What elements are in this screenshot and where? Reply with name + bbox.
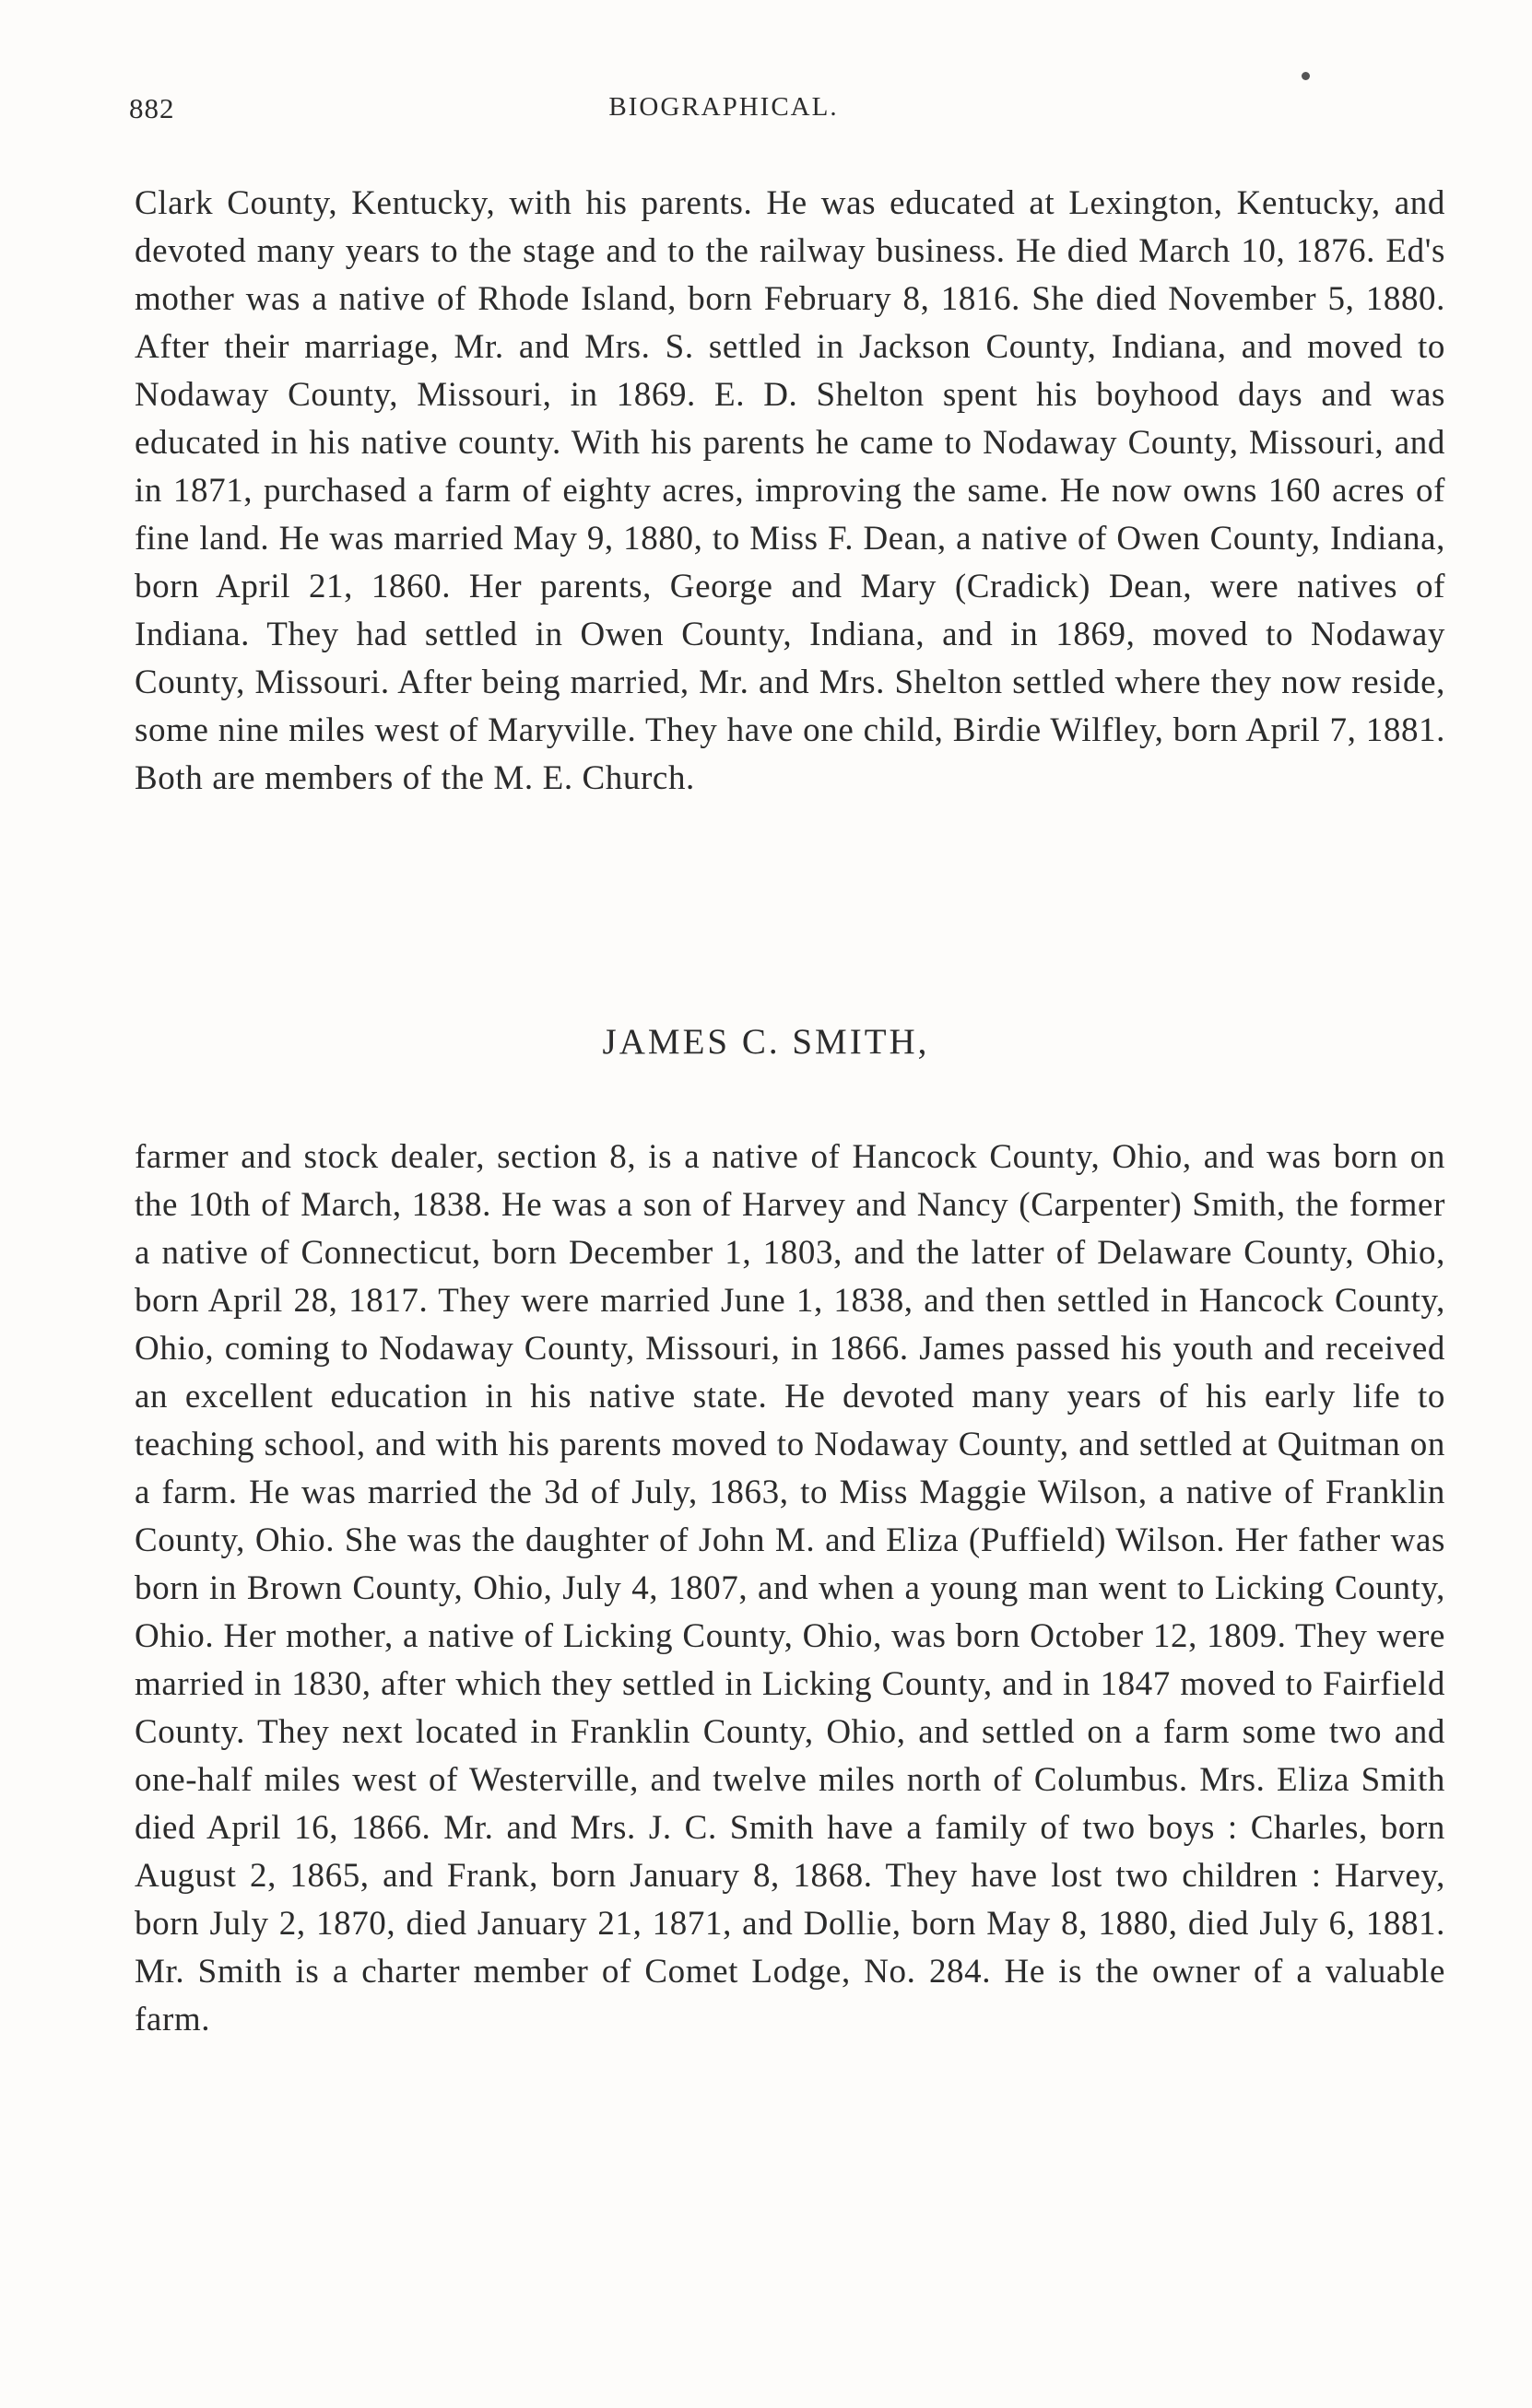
page-header <box>129 92 1447 147</box>
shelton-biography-continuation <box>135 180 1445 803</box>
shelton-paragraph: Clark County, Kentucky, with his parents. He was educated at Lexington, Kentucky, and devoted many years to the stage and to the railway business. He died March 10, 1876. Ed's mother was a native of Rhode Island, born February 8, 1816. She died November 5, 1880. After their marriage, Mr. and Mrs. S. settled in Jackson County, Indiana, and moved to Nodaway County, Missouri, in 1869. E. D. Shelton spent his boyhood days and was educated in his native county. With his parents he came to Nodaway County, Missouri, and in 1871, purchased a farm of eighty acres, improving the same. He now owns 160 acres of fine land. He was married May 9, 1880, to Miss F. Dean, a native of Owen County, Indiana, born April 21, 1860. Her parents, George and Mary (Cradick) Dean, were natives of Indiana. They had settled in Owen County, Indiana, and in 1869, moved to Nodaway County, Missouri. After being married, Mr. and Mrs. Shelton settled where they now reside, some nine miles west of Maryville. They have one child, Birdie Wilfley, born April 7, 1881. Both are members of the M. E. Church. <box>135 184 1445 797</box>
page-number: 882 <box>129 92 175 124</box>
subject-heading: JAMES C. SMITH, <box>602 1022 930 1062</box>
smith-paragraph: farmer and stock dealer, section 8, is a native of Hancock County, Ohio, and was born on the 10th of March, 1838. He was a son of Harvey and Nancy (Carpenter) Smith, the former a native of Connecticut, born December 1, 1803, and the latter of Delaware County, Ohio, born April 28, 1817. They were married June 1, 1838, and then settled in Hancock County, Ohio, coming to Nodaway County, Missouri, in 1866. James passed his youth and received an excellent education in his native state. He devoted many years of his early life to teaching school, and with his parents moved to Nodaway County, and settled at Quitman on a farm. He was married the 3d of July, 1863, to Miss Maggie Wilson, a native of Franklin County, Ohio. She was the daughter of John M. and Eliza (Puffield) Wilson. Her father was born in Brown County, Ohio, July 4, 1807, and when a young man went to Licking County, Ohio. Her mother, a native of Licking County, Ohio, was born October 12, 1809. They were married in 1830, after which they settled in Licking County, and in 1847 moved to Fairfield County. They next located in Franklin County, Ohio, and settled on a farm some two and one-half miles west of Westerville, and twelve miles north of Columbus. Mrs. Eliza Smith died April 16, 1866. Mr. and Mrs. J. C. Smith have a family of two boys : Charles, born August 2, 1865, and Frank, born January 8, 1868. They have lost two children : Harvey, born July 2, 1870, died January 21, 1871, and Dollie, born May 8, 1880, died July 6, 1881. Mr. Smith is a charter member of Comet Lodge, No. 284. He is the owner of a valuable farm. <box>135 1138 1445 2038</box>
print-speck <box>1302 72 1310 80</box>
running-head: BIOGRAPHICAL. <box>608 92 839 122</box>
smith-biography <box>135 1134 1445 2044</box>
